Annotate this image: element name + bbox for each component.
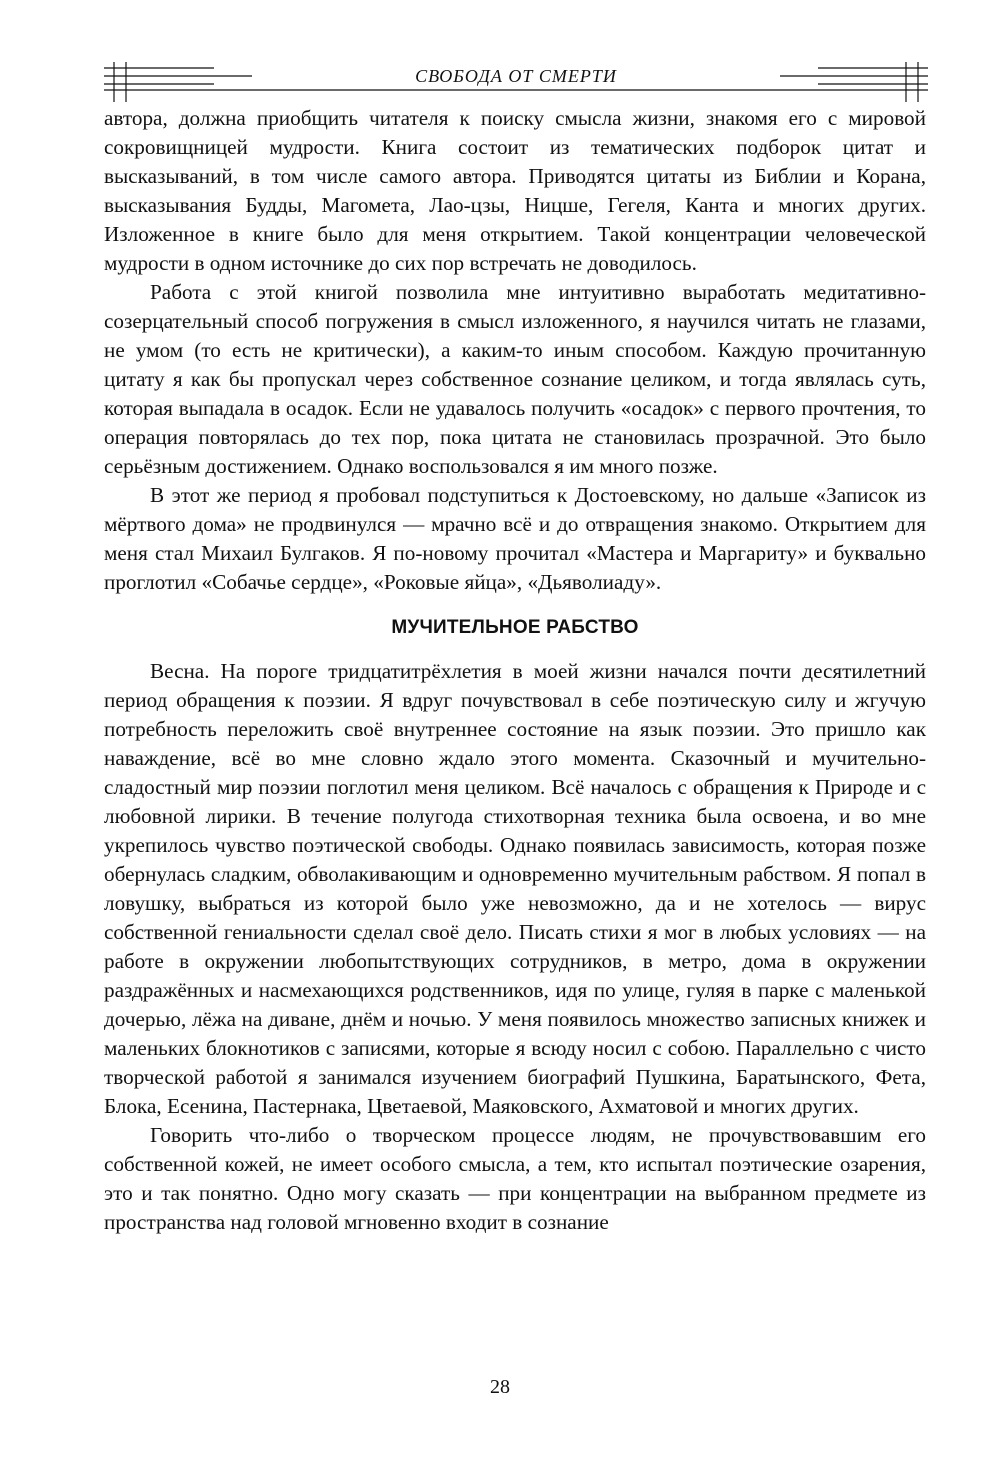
- paragraph: Работа с этой книгой позволила мне интуитивно выработать медитативно-созерцательный способ погружения в смысл изложенного, я научился читать не глазами, не умом (то есть не критически), а каким-то иным способом. Каждую прочитанную цитату я как бы пропускал через собственное сознание целиком, и тогда являлась суть, которая выпадала в осадок. Если не удавалось получить «осадок» с первого прочтения, то операция повторялась до тех пор, пока цитата не становилась прозрачной. Это было серьёзным достижением. Однако воспользовался я им много позже.: [104, 280, 926, 478]
- paragraph: Говорить что-либо о творческом процессе людям, не прочувствовавшим его собственной кожей, не имеет особого смысла, а тем, кто испытал поэтические озарения, это и так понятно. Одно могу сказать — при концентрации на выбранном предмете из пространства над головой мгновенно входит в сознание: [104, 1123, 926, 1234]
- paragraph: В этот же период я пробовал подступиться к Достоевскому, но дальше «Записок из мёртвого дома» не продвинулся — мрачно всё и до отвращения знакомо. Открытием для меня стал Михаил Булгаков. Я по-новому прочитал «Мастера и Маргариту» и буквально проглотил «Собачье сердце», «Роковые яйца», «Дьяволиаду».: [104, 483, 926, 594]
- running-title: СВОБОДА ОТ СМЕРТИ: [415, 66, 617, 86]
- running-head: [104, 58, 928, 104]
- page-body: [104, 104, 926, 1237]
- paragraph: Весна. На пороге тридцатитрёхлетия в моей жизни начался почти десятилетний период обращения к поэзии. Я вдруг почувствовал в себе поэтическую силу и жгучую потребность переложить своё внутреннее состояние на язык поэзии. Это пришло как наваждение, всё во мне словно ждало этого момента. Сказочный и мучительно-сладостный мир поэзии поглотил меня целиком. Всё началось с обращения к Природе и с любовной лирики. В течение полугода стихотворная техника была освоена, и во мне укрепилось чувство поэтической свободы. Однако появилась зависимость, которая позже обернулась сладким, обволакивающим и одновременно мучительным рабством. Я попал в ловушку, выбраться из которой было уже невозможно, да и не хотелось — вирус собственной гениальности сделал своё дело. Писать стихи я мог в любых условиях — на работе в окружении любопытствующих сотрудников, в метро, дома в окружении раздражённых и насмехающихся родственников, идя по улице, гуляя в парке с маленькой дочерью, лёжа на диване, днём и ночью. У меня появилось множество записных книжек и маленьких блокнотиков с записями, которые я всюду носил с собою. Параллельно с чисто творческой работой я занимался изучением биографий Пушкина, Баратынского, Фета, Блока, Есенина, Пастернака, Цветаевой, Маяковского, Ахматовой и многих других.: [104, 659, 926, 1118]
- section-heading: МУЧИТЕЛЬНОЕ РАБСТВО: [391, 617, 639, 638]
- page-number: 28: [490, 1376, 510, 1398]
- paragraph-continued: автора, должна приобщить читателя к поиску смысла жизни, знакомя его с мировой сокровищницей мудрости. Книга состоит из тематических подборок цитат и высказываний, в том числе самого автора. Приводятся цитаты из Библии и Корана, высказывания Будды, Магомета, Лао-цзы, Ницше, Гегеля, Канта и многих других. Изложенное в книге было для меня открытием. Такой концентрации человеческой мудрости в одном источнике до сих пор встречать не доводилось.: [104, 106, 926, 275]
